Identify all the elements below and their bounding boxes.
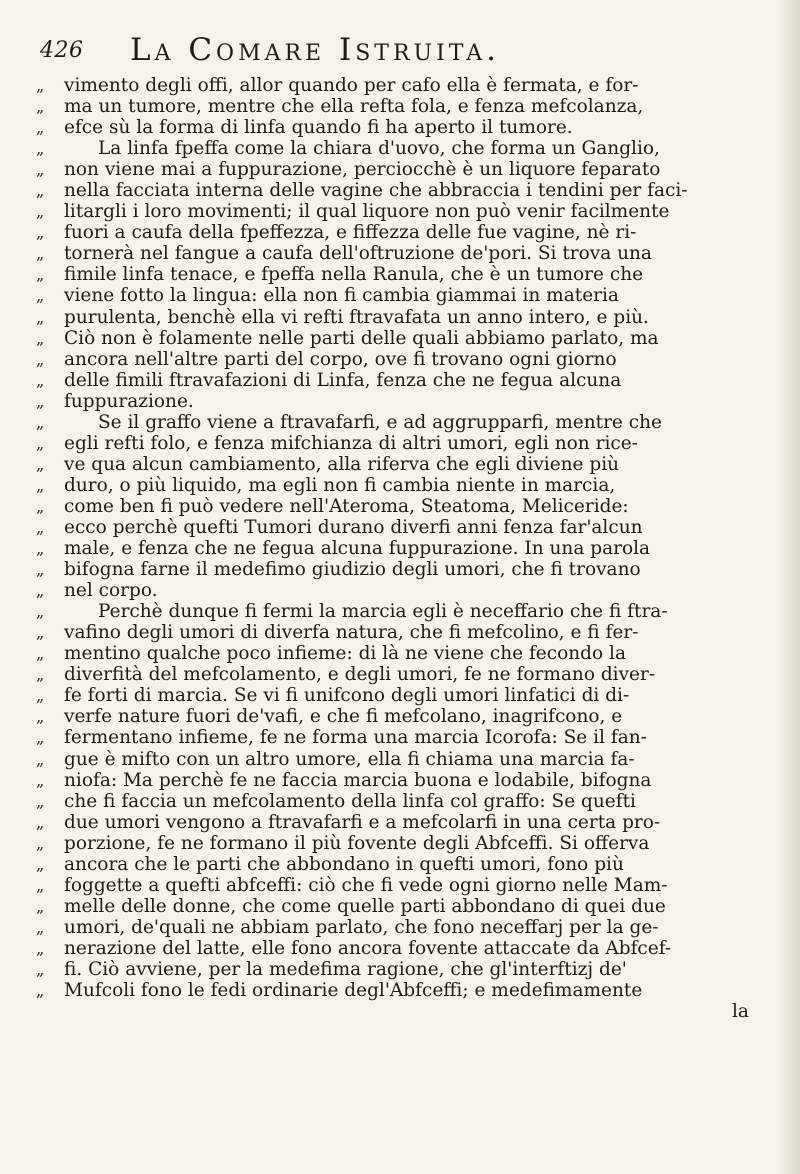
line-text: bifogna farne il medefimo giudizio degli umori, che fi trovano [64,559,641,581]
text-line [36,391,776,412]
line-text: niofa: Ma perchè fe ne faccia marcia buona e lodabile, bifogna [64,769,652,791]
text-line [36,517,776,538]
quotation-mark: „ [36,307,45,327]
quotation-mark: „ [36,391,45,411]
text-line [36,307,776,328]
line-text: ancora nell'altre parti del corpo, ove fi trovano ogni giorno [64,348,617,370]
quotation-mark: „ [36,286,45,306]
text-line [36,791,776,812]
body-text [36,75,776,1022]
text-line [36,222,776,243]
text-line [36,896,776,917]
quotation-mark: „ [36,833,45,853]
page-header [40,32,770,72]
quotation-mark: „ [36,770,45,790]
quotation-mark: „ [36,349,45,369]
text-line [36,180,776,201]
text-line [36,496,776,517]
line-text: gue è mifto con un altro umore, ella fi chiama una marcia fa- [64,748,635,770]
text-line [36,328,776,349]
text-line [36,559,776,580]
quotation-mark: „ [36,959,45,979]
quotation-mark: „ [36,370,45,390]
line-text: fuori a caufa della fpeffezza, e fiffezza delle fue vagine, nè ri- [64,222,637,244]
line-text: Se il graffo viene a ftravafarfi, e ad aggrupparfi, mentre che [98,411,662,433]
quotation-mark: „ [36,496,45,516]
quotation-mark: „ [36,707,45,727]
quotation-mark: „ [36,118,45,138]
quotation-mark: „ [36,581,45,601]
quotation-mark: „ [36,875,45,895]
text-line [36,938,776,959]
quotation-mark: „ [36,854,45,874]
text-line [36,706,776,727]
line-text: duro, o più liquido, ma egli non fi cambia niente in marcia, [64,474,616,496]
text-line [36,601,776,622]
text-line [36,980,776,1001]
text-line [36,349,776,370]
text-line [36,643,776,664]
text-line [36,812,776,833]
line-text: male, e fenza che ne fegua alcuna fuppurazione. In una parola [64,538,651,560]
line-text: fimile linfa tenace, e fpeffa nella Ranula, che è un tumore che [64,264,644,286]
text-line [36,138,776,159]
text-line [36,264,776,285]
text-line [36,412,776,433]
text-line [36,285,776,306]
quotation-mark: „ [36,896,45,916]
quotation-mark: „ [36,665,45,685]
text-line [36,96,776,117]
quotation-mark: „ [36,454,45,474]
line-text: fuppurazione. [64,390,194,412]
line-text: egli refti folo, e fenza mifchianza di altri umori, egli non rice- [64,432,638,454]
line-text: La linfa fpeffa come la chiara d'uovo, che forma un Ganglio, [98,138,660,160]
text-line [36,664,776,685]
text-line [36,875,776,896]
line-text: mentino qualche poco infieme: di là ne viene che fecondo la [64,643,626,665]
line-text: litargli i loro movimenti; il qual liquore non può venir facilmente [64,201,670,223]
text-line [36,433,776,454]
quotation-mark: „ [36,749,45,769]
running-title: La Comare Istruita. [130,32,500,68]
line-text: ecco perchè quefti Tumori durano diverfi anni fenza far'alcun [64,516,643,538]
text-line [36,917,776,938]
text-line [36,854,776,875]
line-text: foggette a quefti abfceffi: ciò che fi vede ogni giorno nelle Mam- [64,874,668,896]
text-line [36,727,776,748]
text-line [36,475,776,496]
quotation-mark: „ [36,602,45,622]
quotation-mark: „ [36,412,45,432]
quotation-mark: „ [36,623,45,643]
quotation-mark: „ [36,560,45,580]
text-line [36,159,776,180]
quotation-mark: „ [36,728,45,748]
line-text: come ben fi può vedere nell'Ateroma, Steatoma, Meliceride: [64,495,629,517]
quotation-mark: „ [36,981,45,1001]
quotation-mark: „ [36,812,45,832]
text-line [36,749,776,770]
quotation-mark: „ [36,202,45,222]
line-text: delle fimili ftravafazioni di Linfa, fenza che ne fegua alcuna [64,369,622,391]
text-line [36,454,776,475]
quotation-mark: „ [36,139,45,159]
line-text: tornerà nel fangue a caufa dell'oftruzione de'pori. Si trova una [64,243,652,265]
text-line [36,685,776,706]
line-text: nella facciata interna delle vagine che abbraccia i tendini per faci- [64,180,688,202]
line-text: nerazione del latte, elle fono ancora fovente attaccate da Abfcef- [64,937,672,959]
quotation-mark: „ [36,265,45,285]
line-text: vafino degli umori di diverfa natura, che fi mefcolino, e fi fer- [64,622,639,644]
line-text: fermentano infieme, fe ne forma una marcia Icorofa: Se il fan- [64,727,647,749]
line-text: fe forti di marcia. Se vi fi unifcono degli umori linfatici di di- [64,685,630,707]
quotation-mark: „ [36,433,45,453]
text-line [36,622,776,643]
catchword: la [732,1001,749,1023]
line-text: fi. Ciò avviene, per la medefima ragione, che gl'interftizj de' [64,958,627,980]
line-text: Ciò non è folamente nelle parti delle quali abbiamo parlato, ma [64,327,659,349]
quotation-mark: „ [36,517,45,537]
quotation-mark: „ [36,475,45,495]
line-text: verfe nature fuori de'vafi, e che fi mefcolano, inagrifcono, e [64,706,623,728]
text-line [36,959,776,980]
line-text: che fi faccia un mefcolamento della linfa col graffo: Se quefti [64,790,636,812]
line-text: ancora che le parti che abbondano in quefti umori, fono più [64,853,624,875]
quotation-mark: „ [36,539,45,559]
line-text: non viene mai a fuppurazione, perciocchè è un liquore feparato [64,159,661,181]
page-number: 426 [40,38,84,63]
text-line [36,201,776,222]
text-line [36,770,776,791]
text-line [36,75,776,96]
quotation-mark: „ [36,76,45,95]
quotation-mark: „ [36,181,45,201]
line-text: purulenta, benchè ella vi refti ftravafata un anno intero, e più. [64,306,649,328]
quotation-mark: „ [36,328,45,348]
quotation-mark: „ [36,938,45,958]
quotation-mark: „ [36,97,45,117]
text-line [36,833,776,854]
line-text: nel corpo. [64,580,158,602]
line-text: Mufcoli fono le fedi ordinarie degl'Abfceffi; e medefimamente [64,980,643,1002]
quotation-mark: „ [36,244,45,264]
text-line [36,580,776,601]
line-text: vimento degli offi, allor quando per cafo ella è fermata, e for- [64,75,639,96]
line-text: porzione, fe ne formano il più fovente degli Abfceffi. Si offerva [64,832,650,854]
quotation-mark: „ [36,917,45,937]
quotation-mark: „ [36,160,45,180]
line-text: viene fotto la lingua: ella non fi cambia giammai in materia [64,285,619,307]
catchword-line [36,1001,776,1022]
quotation-mark: „ [36,644,45,664]
quotation-mark: „ [36,686,45,706]
line-text: efce sù la forma di linfa quando fi ha aperto il tumore. [64,117,573,139]
text-line [36,538,776,559]
line-text: Perchè dunque fi fermi la marcia egli è neceffario che fi ftra- [98,601,668,623]
text-line [36,117,776,138]
line-text: due umori vengono a ftravafarfi e a mefcolarfi in una certa pro- [64,811,661,833]
text-line [36,243,776,264]
line-text: melle delle donne, che come quelle parti abbondano di quei due [64,895,666,917]
line-text: umori, de'quali ne abbiam parlato, che fono neceffarj per la ge- [64,916,659,938]
quotation-mark: „ [36,223,45,243]
line-text: diverfità del mefcolamento, e degli umori, fe ne formano diver- [64,664,656,686]
line-text: ma un tumore, mentre che ella refta fola, e fenza mefcolanza, [64,96,644,118]
quotation-mark: „ [36,791,45,811]
text-line [36,370,776,391]
line-text: ve qua alcun cambiamento, alla riferva che egli diviene più [64,453,620,475]
